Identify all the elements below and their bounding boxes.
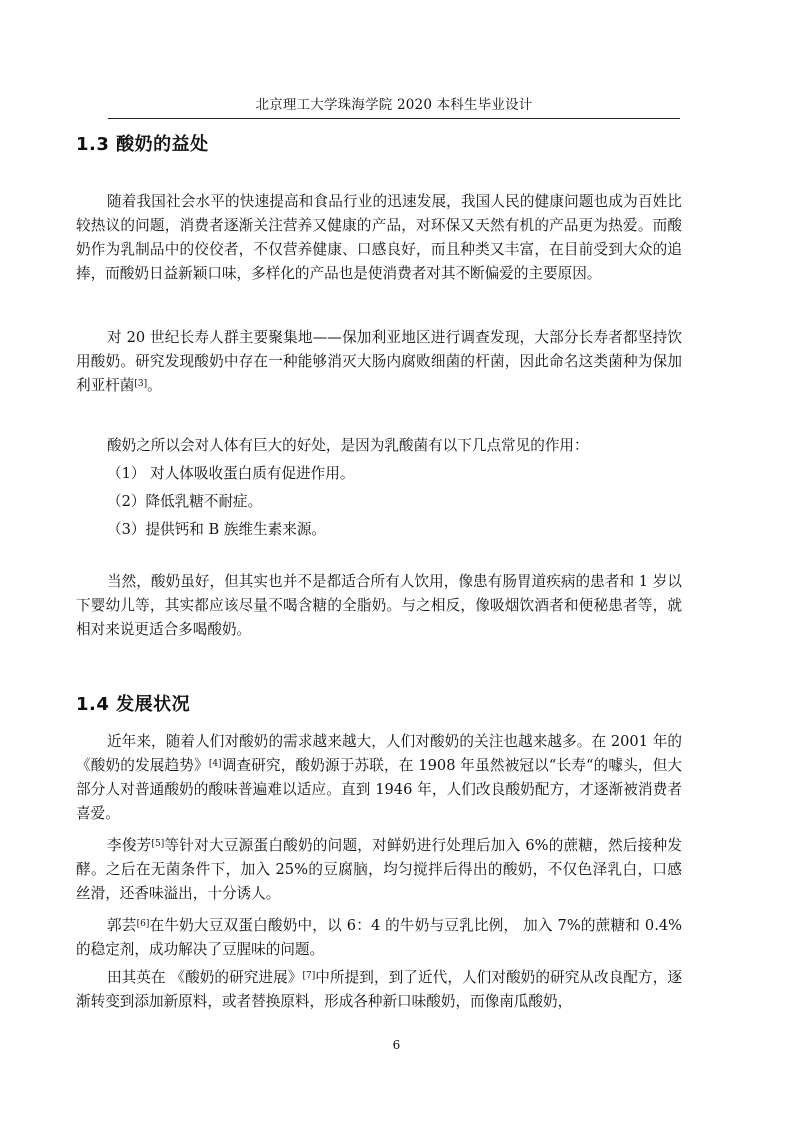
paragraph xyxy=(76,914,682,962)
paragraph xyxy=(76,326,682,398)
paragraph-text: 李俊芳 xyxy=(107,837,152,854)
paragraph: 酸奶之所以会对人体有巨大的好处，是因为乳酸菌有以下几点常见的作用： xyxy=(107,437,589,454)
paragraph-text: 近年来，随着人们对酸奶的需求越来越大，人们对酸奶的关注也越来越多。在 2001 年的《酸奶的发展趋势》 xyxy=(76,733,682,774)
paragraph-text: 等针对大豆源蛋白酸奶的问题，对鲜奶进行处理后加入 6%的蔗糖，然后接种发酵。之后在无菌条件下，加入 25%的豆腐脑，均匀搅拌后得出的酸奶，不仅色泽乳白，口感丝滑，还香味溢出，十分诱人。 xyxy=(76,837,682,902)
citation-ref: [3] xyxy=(134,379,148,389)
paragraph: 随着我国社会水平的快速提高和食品行业的迅速发展，我国人民的健康问题也成为百姓比较热议的问题，消费者逐渐关注营养又健康的产品，对环保又天然有机的产品更为热爱。而酸奶作为乳制品中的佼佼者，不仅营养健康、口感良好，而且种类又丰富，在目前受到大众的追捧，而酸奶日益新颖口味，多样化的产品也是使消费者对其不断偏爱的主要原因。 xyxy=(76,193,682,282)
page-number: 6 xyxy=(392,1038,401,1052)
list-item: （3）提供钙和 B 族维生素来源。 xyxy=(107,521,327,538)
paragraph xyxy=(76,834,682,906)
paragraph: 当然，酸奶虽好，但其实也并不是都适合所有人饮用，像患有肠胃道疾病的患者和 1 岁以下婴幼儿等，其实都应该尽量不喝含糖的全脂奶。与之相反，像吸烟饮酒者和便秘患者等，就相对来说更适合多喝酸奶。 xyxy=(76,573,682,638)
citation-ref: [5] xyxy=(151,839,165,849)
paragraph xyxy=(76,730,682,826)
section-heading-1-3: 1.3 酸奶的益处 xyxy=(76,134,209,155)
paragraph-text: 中所提到，到了近代，人们对酸奶的研究从改良配方，逐渐转变到添加新原料，或者替换原料，形成各种新口味酸奶，而像南瓜酸奶， xyxy=(76,969,682,1010)
paragraph-text: 调查研究，酸奶源于苏联，在 1908 年虽然被冠以“长寿“的噱头，但大部分人对普通酸奶的酸味普遍难以适应。直到 1946 年，人们改良酸奶配方，才逐渐被消费者喜爱。 xyxy=(76,757,682,822)
list-item: （1） 对人体吸收蛋白质有促进作用。 xyxy=(107,465,355,482)
citation-ref: [7] xyxy=(302,971,316,981)
running-header: 北京理工大学珠海学院 2020 本科生毕业设计 xyxy=(255,97,533,113)
paragraph-text: 。 xyxy=(147,377,162,394)
paragraph-text: 在牛奶大豆双蛋白酸奶中，以 6：4 的牛奶与豆乳比例， 加入 7%的蔗糖和 0.4%的稳定剂，成功解决了豆腥味的问题。 xyxy=(76,917,682,958)
paragraph xyxy=(76,966,682,1014)
paragraph-text: 对 20 世纪长寿人群主要聚集地——保加利亚地区进行调查发现，大部分长寿者都坚持饮用酸奶。研究发现酸奶中存在一种能够消灭大肠内腐败细菌的杆菌，因此命名这类菌种为保加利亚杆菌 xyxy=(76,329,682,394)
paragraph-text: 郭芸 xyxy=(107,917,137,934)
list-item: （2）降低乳糖不耐症。 xyxy=(107,493,263,510)
section-heading-1-4: 1.4 发展状况 xyxy=(76,694,191,715)
header-rule xyxy=(108,118,680,119)
citation-ref: [6] xyxy=(136,919,150,929)
paragraph-text: 田其英在 《酸奶的研究进展》 xyxy=(107,969,303,986)
citation-ref: [4] xyxy=(208,759,222,769)
